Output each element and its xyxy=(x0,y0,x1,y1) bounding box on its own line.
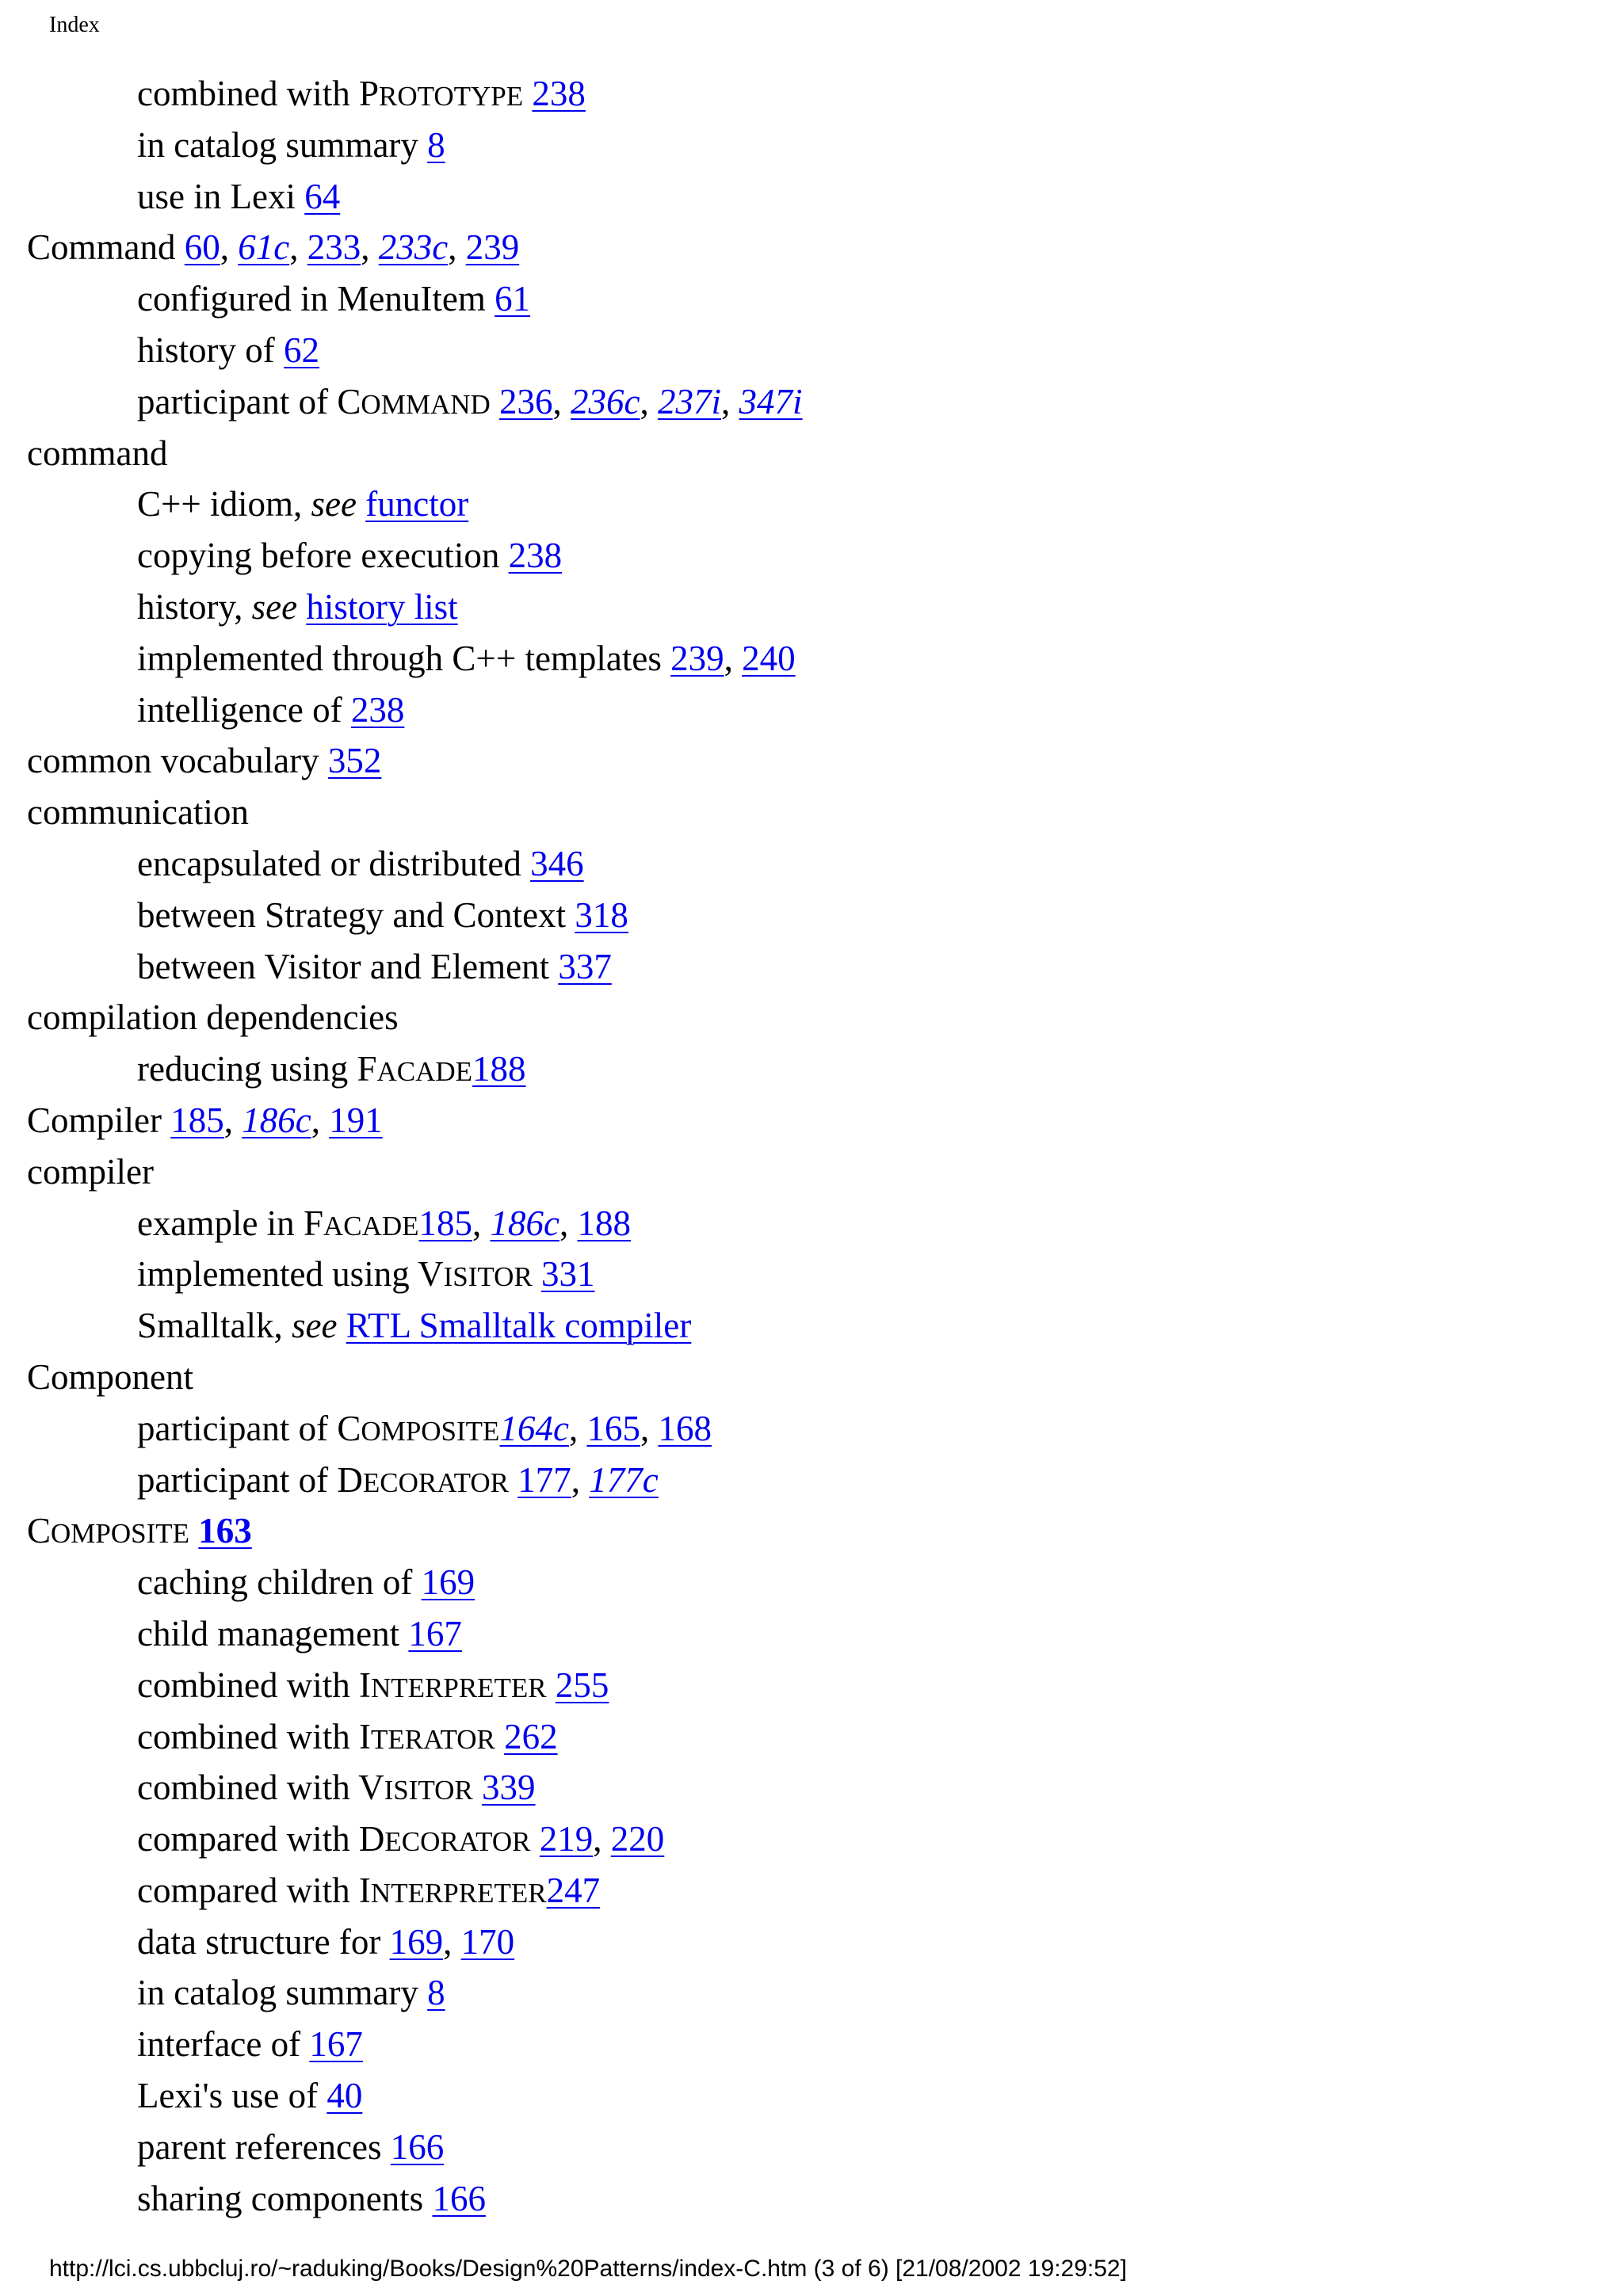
entry-text: Component xyxy=(27,1356,193,1397)
index-entry xyxy=(0,1095,1623,1146)
entry-text xyxy=(531,1819,540,1859)
index-subentry xyxy=(0,1608,1623,1660)
pattern-name: COMPOSITE xyxy=(337,1408,500,1448)
index-subentry xyxy=(0,941,1623,993)
page-reference-link[interactable]: 238 xyxy=(532,74,586,113)
entry-text: caching children of xyxy=(137,1562,422,1603)
entry-text: compared with xyxy=(137,1870,359,1910)
entry-text: example in xyxy=(137,1203,304,1243)
pattern-name: DECORATOR xyxy=(358,1819,531,1859)
index-entry xyxy=(0,428,1623,479)
entry-text: reducing using xyxy=(137,1049,357,1089)
entry-text: encapsulated or distributed xyxy=(137,843,531,883)
entry-text: intelligence of xyxy=(137,689,351,730)
page-reference-link[interactable]: 165 xyxy=(586,1408,640,1448)
pattern-name: PROTOTYPE xyxy=(358,74,524,113)
page-reference-link[interactable]: 236c xyxy=(571,381,640,421)
page-reference-link[interactable]: 237i xyxy=(658,381,722,421)
page-reference-link[interactable]: 191 xyxy=(329,1100,383,1140)
index-subentry xyxy=(0,633,1623,685)
entry-text: history, xyxy=(137,586,252,627)
page-reference-link[interactable]: 346 xyxy=(530,843,584,883)
entry-text: C++ idiom, xyxy=(137,484,311,524)
index-subentry xyxy=(0,273,1623,325)
page-reference-link[interactable]: 220 xyxy=(610,1819,665,1859)
page-reference-link[interactable]: 238 xyxy=(350,689,405,730)
entry-text: use in Lexi xyxy=(137,176,305,216)
entry-text: participant of xyxy=(137,1408,338,1448)
see-reference-label: see xyxy=(251,586,298,627)
page-reference-link[interactable]: 62 xyxy=(284,330,319,370)
entry-text: , xyxy=(568,1408,587,1448)
entry-text: history of xyxy=(137,330,284,370)
pattern-name: VISITOR xyxy=(358,1768,473,1808)
pattern-name: COMMAND xyxy=(337,381,491,421)
pattern-name: ITERATOR xyxy=(358,1716,495,1756)
index-subentry xyxy=(0,325,1623,376)
index-subentry xyxy=(0,479,1623,530)
page-reference-link[interactable]: 8 xyxy=(427,1973,445,2013)
page-reference-link[interactable]: 238 xyxy=(508,536,563,576)
page-reference-link[interactable]: 262 xyxy=(504,1716,558,1756)
page-reference-link[interactable]: 255 xyxy=(555,1665,609,1705)
entry-text: Smalltalk, xyxy=(137,1306,292,1346)
index-subentry xyxy=(0,1198,1623,1249)
index-subentry xyxy=(0,120,1623,171)
page-reference-link[interactable]: 163 xyxy=(198,1511,252,1551)
index-subentry xyxy=(0,68,1623,120)
index-entry xyxy=(0,222,1623,273)
page-reference-link[interactable]: 240 xyxy=(742,638,796,678)
page-reference-link[interactable]: 188 xyxy=(472,1049,526,1089)
page-reference-link[interactable]: 318 xyxy=(575,894,628,935)
entry-text: participant of xyxy=(137,1459,338,1500)
index-subentry xyxy=(0,1043,1623,1095)
index-subentry xyxy=(0,2070,1623,2122)
page-reference-link[interactable]: functor xyxy=(365,484,469,524)
index-subentry xyxy=(0,1403,1623,1455)
entry-text: combined with xyxy=(137,74,359,113)
index-subentry xyxy=(0,1660,1623,1711)
entry-text: , xyxy=(724,638,743,678)
page-reference-link[interactable]: 239 xyxy=(670,638,724,678)
index-subentry xyxy=(0,530,1623,582)
page-reference-link[interactable]: 164c xyxy=(499,1408,569,1448)
index-subentry xyxy=(0,1865,1623,1917)
page-reference-link[interactable]: 339 xyxy=(482,1768,536,1808)
page-reference-link[interactable]: 168 xyxy=(658,1408,712,1448)
pattern-name: INTERPRETER xyxy=(358,1665,547,1705)
entry-text: , xyxy=(593,1819,611,1859)
page-reference-link[interactable]: 166 xyxy=(390,2126,445,2167)
page-reference-link[interactable]: 167 xyxy=(309,2024,363,2065)
entry-text: between Strategy and Context xyxy=(137,894,575,935)
page-reference-link[interactable]: 61 xyxy=(495,279,531,319)
see-reference-label: see xyxy=(292,1306,338,1346)
entry-text: combined with xyxy=(137,1665,359,1705)
index-subentry xyxy=(0,2122,1623,2173)
page-reference-link[interactable]: 186c xyxy=(490,1203,560,1243)
page-reference-link[interactable]: 40 xyxy=(327,2076,363,2116)
entry-text: data structure for xyxy=(137,1921,390,1962)
page-header: Index xyxy=(49,13,100,37)
page-footer-url: http://lci.cs.ubbcluj.ro/~raduking/Books/Design%20Patterns/index-C.htm (3 of 6) [21/08/2002 19:29:52] xyxy=(49,2256,1127,2282)
index-subentry xyxy=(0,376,1623,428)
entry-text: Compiler xyxy=(27,1100,171,1140)
entry-text: , xyxy=(472,1203,491,1243)
entry-text: , xyxy=(311,1100,330,1140)
page-reference-link[interactable]: 170 xyxy=(460,1921,515,1962)
index-subentry xyxy=(0,685,1623,736)
pattern-name: COMPOSITE xyxy=(27,1511,190,1551)
page-reference-link[interactable]: 166 xyxy=(432,2178,486,2218)
entry-text xyxy=(297,587,306,627)
entry-text: command xyxy=(27,433,168,473)
entry-text: combined with xyxy=(137,1768,359,1808)
entry-text xyxy=(547,1665,556,1705)
page-reference-link[interactable]: 219 xyxy=(539,1819,594,1859)
index-subentry xyxy=(0,1300,1623,1352)
page-reference-link[interactable]: 177 xyxy=(517,1459,571,1500)
entry-text: , xyxy=(721,381,739,421)
entry-text: , xyxy=(289,227,307,268)
page-reference-link[interactable]: 188 xyxy=(577,1203,632,1243)
index-entry xyxy=(0,1146,1623,1198)
page-reference-link[interactable]: 177c xyxy=(589,1459,659,1500)
entry-text: in catalog summary xyxy=(137,1973,428,2013)
page-reference-link[interactable]: 331 xyxy=(541,1254,595,1295)
index-entry xyxy=(0,1505,1623,1557)
index-entry xyxy=(0,992,1623,1043)
entry-text: compared with xyxy=(137,1819,359,1859)
page-reference-link[interactable]: 61c xyxy=(238,227,290,268)
entry-text: interface of xyxy=(137,2024,310,2065)
entry-text xyxy=(509,1460,517,1500)
index-subentry xyxy=(0,1967,1623,2019)
entry-text: combined with xyxy=(137,1716,359,1756)
entry-text: child management xyxy=(137,1613,409,1653)
entry-text: parent references xyxy=(137,2126,391,2167)
entry-text xyxy=(337,1306,346,1345)
entry-text xyxy=(473,1768,482,1807)
page-reference-link[interactable]: 64 xyxy=(304,176,341,216)
entry-text: , xyxy=(361,227,379,268)
index-subentry xyxy=(0,1455,1623,1506)
entry-text: Command xyxy=(27,227,185,268)
page-reference-link[interactable]: 337 xyxy=(558,946,612,986)
index-subentry xyxy=(0,171,1623,223)
entry-text: , xyxy=(443,1921,461,1962)
index-subentry xyxy=(0,890,1623,941)
entry-text xyxy=(523,74,532,113)
entry-text: in catalog summary xyxy=(137,124,428,165)
index-subentry xyxy=(0,2019,1623,2070)
page-reference-link[interactable]: 169 xyxy=(421,1562,475,1603)
entry-text: participant of xyxy=(137,381,338,421)
page-reference-link[interactable]: 8 xyxy=(427,124,445,165)
entry-text: implemented using xyxy=(137,1254,418,1295)
page-reference-link[interactable]: 60 xyxy=(184,227,220,268)
entry-text: implemented through C++ templates xyxy=(137,638,671,678)
index-subentry xyxy=(0,2173,1623,2225)
page-reference-link[interactable]: 169 xyxy=(389,1921,444,1962)
entry-text: , xyxy=(571,1459,590,1500)
page-reference-link[interactable]: 185 xyxy=(418,1203,473,1243)
index-subentry xyxy=(0,1711,1623,1763)
page-reference-link[interactable]: 236 xyxy=(499,381,553,421)
index-subentry xyxy=(0,1917,1623,1968)
index-subentry xyxy=(0,1762,1623,1814)
entry-text: communication xyxy=(27,792,249,833)
entry-text: , xyxy=(448,227,466,268)
entry-text: , xyxy=(640,1408,659,1448)
page-reference-link[interactable]: 167 xyxy=(408,1613,462,1653)
index-entry xyxy=(0,787,1623,838)
entry-text: , xyxy=(552,381,571,421)
entry-text: sharing components xyxy=(137,2178,433,2218)
page-reference-link[interactable]: 347i xyxy=(739,381,803,421)
pattern-name: FACADE xyxy=(303,1203,419,1243)
entry-text xyxy=(533,1254,541,1294)
page-reference-link[interactable]: 247 xyxy=(546,1870,601,1910)
page-reference-link[interactable]: 233c xyxy=(378,227,449,268)
page-reference-link[interactable]: 233 xyxy=(307,227,361,268)
pattern-name: VISITOR xyxy=(418,1254,533,1295)
index-subentry xyxy=(0,1557,1623,1608)
page-reference-link[interactable]: 239 xyxy=(465,227,520,268)
index-entry xyxy=(0,1352,1623,1403)
see-reference-label: see xyxy=(311,484,357,524)
entry-text xyxy=(491,382,499,421)
entry-text: between Visitor and Element xyxy=(137,946,559,986)
page-reference-link[interactable]: RTL Smalltalk compiler xyxy=(346,1306,692,1346)
entry-text: common vocabulary xyxy=(27,741,328,781)
index-subentry xyxy=(0,1814,1623,1865)
entry-text xyxy=(495,1717,504,1756)
entry-text: compilation dependencies xyxy=(27,997,399,1038)
index-subentry xyxy=(0,582,1623,633)
entry-text: , xyxy=(640,381,659,421)
entry-text xyxy=(189,1511,198,1550)
entry-text xyxy=(357,484,365,524)
entry-text: , xyxy=(559,1203,578,1243)
entry-text: compiler xyxy=(27,1151,154,1192)
entry-text: copying before execution xyxy=(137,536,509,576)
page-reference-link[interactable]: 352 xyxy=(327,741,382,781)
index-subentry xyxy=(0,838,1623,890)
page-reference-link[interactable]: history list xyxy=(306,586,458,627)
index-subentry xyxy=(0,1249,1623,1300)
index-entries xyxy=(0,68,1623,2224)
page-reference-link[interactable]: 185 xyxy=(170,1100,224,1140)
page-reference-link[interactable]: 186c xyxy=(242,1100,311,1140)
index-entry xyxy=(0,735,1623,787)
entry-text: , xyxy=(220,227,239,268)
pattern-name: FACADE xyxy=(357,1049,473,1089)
entry-text: , xyxy=(223,1100,242,1140)
pattern-name: INTERPRETER xyxy=(358,1870,547,1910)
entry-text: configured in MenuItem xyxy=(137,279,495,319)
entry-text: Lexi's use of xyxy=(137,2076,327,2116)
pattern-name: DECORATOR xyxy=(337,1459,510,1500)
